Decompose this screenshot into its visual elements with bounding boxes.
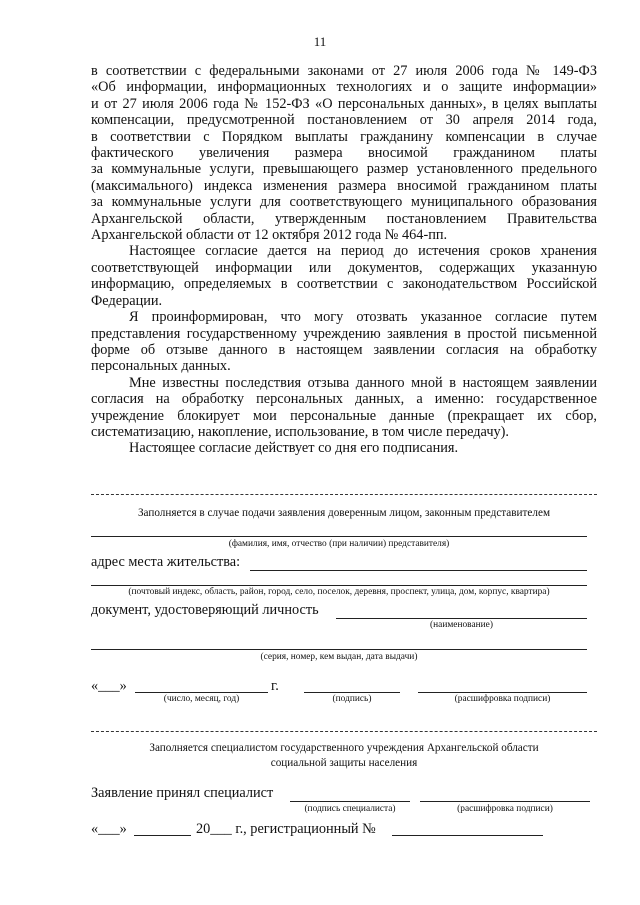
paragraph-2-line: информацию, определяемых в соответствии с законодательством Российской <box>91 276 597 293</box>
specialist-date-day: «___» <box>91 821 127 837</box>
date-year-suffix: г. <box>271 678 279 694</box>
address-caption: (почтовый индекс, область, район, город, село, поселок, деревня, проспект, улица, дом, корпус, квартира) <box>128 587 550 597</box>
registration-number-field[interactable] <box>392 835 543 836</box>
paragraph-1-line: Архангельской области от 12 октября 2012 года № 464-пп. <box>91 227 448 244</box>
section-divider-2 <box>91 731 597 732</box>
signature-decoding-field[interactable] <box>418 692 587 693</box>
paragraph-4-line: согласия на обработку персональных данных, а именно: государственное <box>91 391 597 408</box>
paragraph-1-line: компенсации, предусмотренной постановлением от 30 апреля 2014 года, <box>91 112 597 129</box>
specialist-section-title-1: Заполняется специалистом государственного учреждения Архангельской области <box>149 742 539 754</box>
date-day: «___» <box>91 678 127 694</box>
paragraph-1-line: за коммунальные услуги, превышающего размер установленного предельного <box>91 161 597 178</box>
paragraph-5-line: Настоящее согласие действует со дня его подписания. <box>129 440 459 457</box>
paragraph-2-line: Федерации. <box>91 292 163 309</box>
paragraph-3-line: персональных данных. <box>91 358 231 375</box>
document-series-caption: (серия, номер, кем выдан, дата выдачи) <box>260 652 418 662</box>
specialist-date-field[interactable] <box>134 835 191 836</box>
paragraph-4-line: учреждение блокирует мои персональные данные (прекращает их сбор, <box>91 407 597 424</box>
specialist-decoding-field[interactable] <box>420 801 590 802</box>
section-divider <box>91 494 597 495</box>
document-label: документ, удостоверяющий личность <box>91 602 319 618</box>
consent-body-text <box>91 63 597 457</box>
address-field-1[interactable] <box>250 570 587 571</box>
signature-field[interactable] <box>304 692 400 693</box>
document-name-caption: (наименование) <box>430 620 493 630</box>
paragraph-4-line: Мне известны последствия отзыва данного мной в настоящем заявлении <box>129 374 597 391</box>
paragraph-2-line: Настоящее согласие дается на период до истечения сроков хранения <box>129 243 597 260</box>
paragraph-2-line: соответствующей информации или документов, содержащих указанную <box>91 259 597 276</box>
date-field[interactable] <box>135 692 268 693</box>
paragraph-1-line: фактического увеличения размера вносимой гражданином платы <box>91 145 597 162</box>
paragraph-1-line: Архангельской области, утвержденным постановлением Правительства <box>91 210 597 227</box>
paragraph-3-line: представления государственному учреждению заявления в простой письменной <box>91 325 597 342</box>
specialist-signature-field[interactable] <box>290 801 410 802</box>
paragraph-1-line: за коммунальные услуги для соответствующего муниципального образования <box>91 194 597 211</box>
document-series-field[interactable] <box>91 649 587 650</box>
paragraph-1-line: в соответствии с федеральными законами от 27 июля 2006 года № 149-ФЗ <box>91 63 597 79</box>
registration-label: 20___ г., регистрационный № <box>196 821 376 837</box>
address-field-2[interactable] <box>91 585 587 586</box>
paragraph-1-line: и от 27 июля 2006 года № 152-ФЗ «О персональных данных», в целях выплаты <box>91 95 597 112</box>
specialist-section-title-2: социальной защиты населения <box>270 757 418 769</box>
paragraph-4-line: систематизацию, накопление, использование, в том числе передачу). <box>91 423 510 440</box>
accepted-by-label: Заявление принял специалист <box>91 785 274 801</box>
specialist-signature-caption: (подпись специалиста) <box>304 804 396 814</box>
specialist-decoding-caption: (расшифровка подписи) <box>457 804 553 814</box>
paragraph-3-line: Я проинформирован, что могу отозвать указанное согласие путем <box>129 309 597 326</box>
representative-fio-caption: (фамилия, имя, отчество (при наличии) представителя) <box>228 539 450 549</box>
paragraph-3-line: форме об отзыве данного в настоящем заявлении согласия на обработку <box>91 341 597 358</box>
representative-section-title: Заполняется в случае подачи заявления доверенным лицом, законным представителем <box>137 507 551 519</box>
paragraph-1-line: «Об информации, информационных технологиях и о защите информации» <box>91 79 597 96</box>
signature-decoding-caption: (расшифровка подписи) <box>454 694 551 704</box>
paragraph-1-line: в соответствии с Порядком выплаты гражданину компенсации в случае <box>91 128 597 145</box>
paragraph-1-line: (максимального) индекса изменения размера вносимой гражданином платы <box>91 177 597 194</box>
document-name-field[interactable] <box>336 618 587 619</box>
signature-caption: (подпись) <box>332 694 372 704</box>
page-number: 11 <box>313 34 327 49</box>
date-caption: (число, месяц, год) <box>163 694 240 704</box>
representative-fio-field[interactable] <box>91 536 587 537</box>
address-label: адрес места жительства: <box>91 554 241 570</box>
